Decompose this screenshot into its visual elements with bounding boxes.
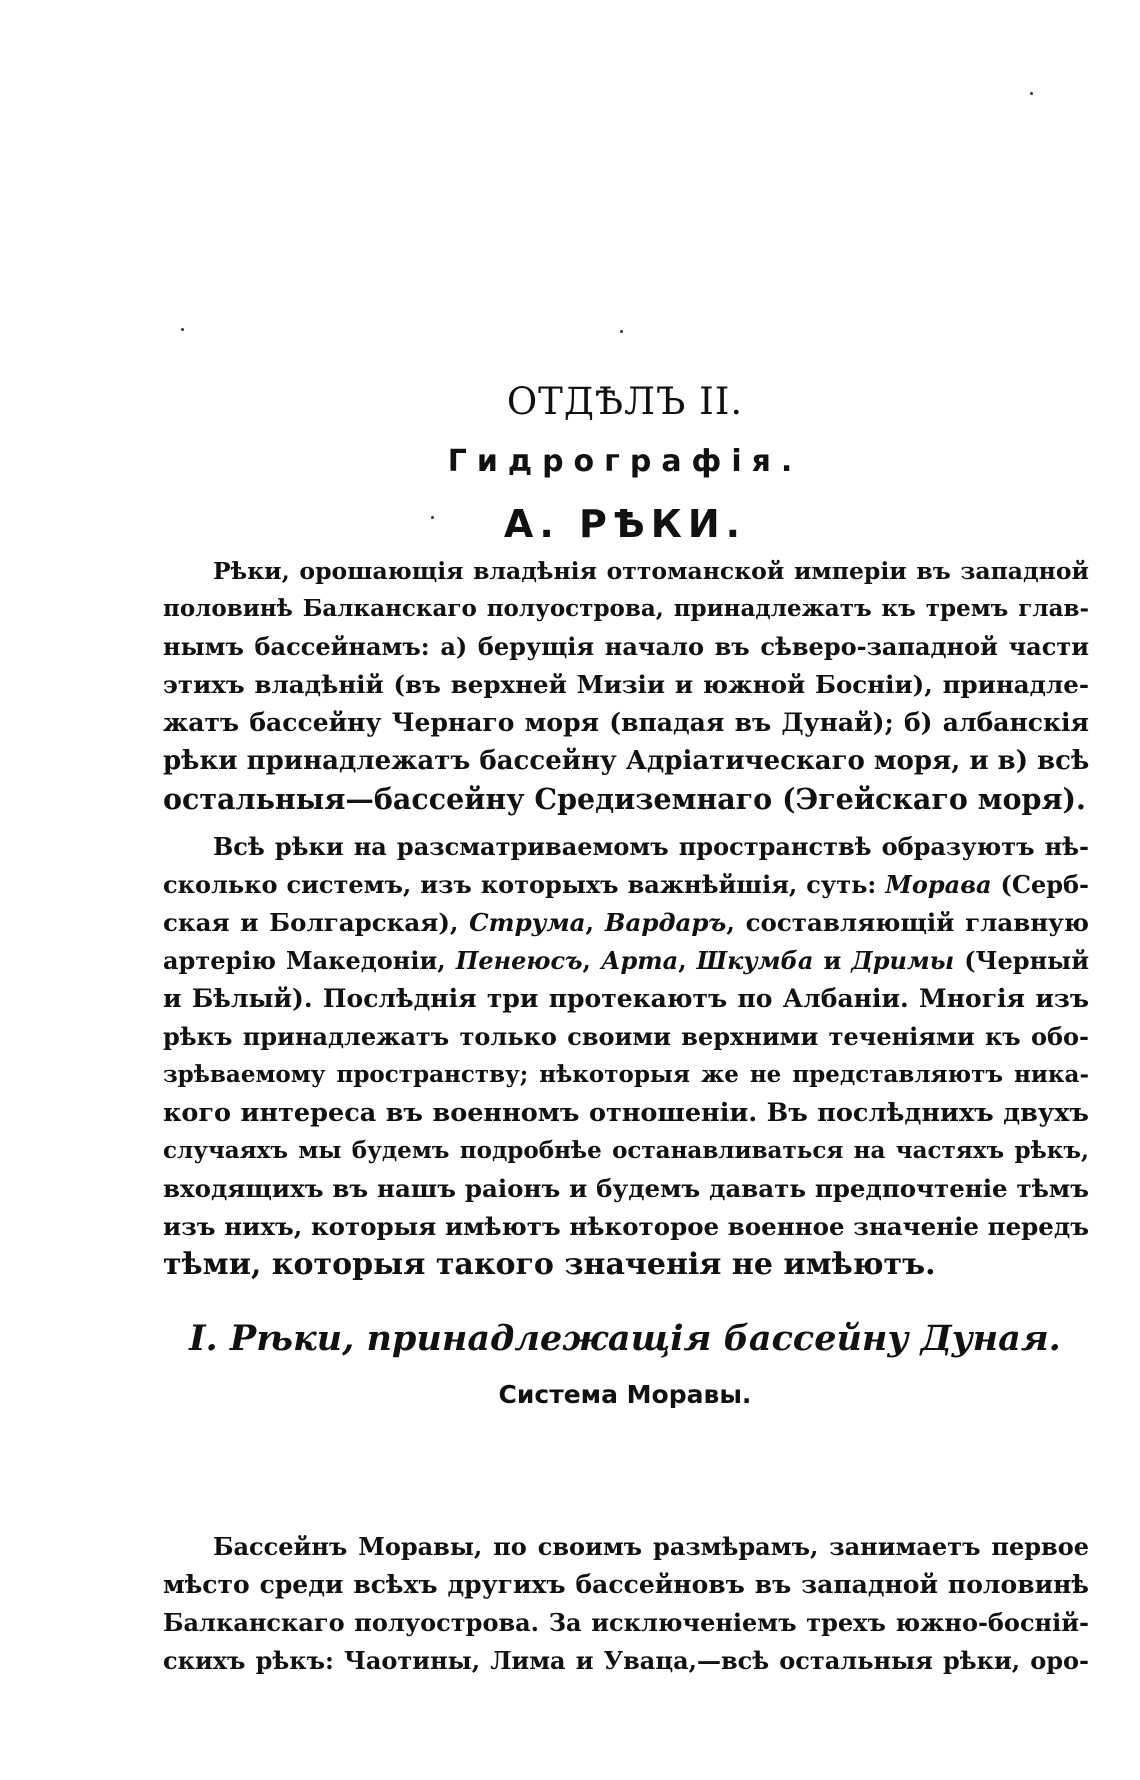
text-line: жатъ бассейну Чернаго моря (впадая въ Дунай); б) албанскія: [163, 708, 1089, 737]
text-run: , составляющій главную: [726, 908, 1089, 937]
text-line: [163, 942, 1089, 980]
text-line: половинѣ Балканскаго полуострова, принадлежатъ къ тремъ глав-: [163, 595, 1089, 622]
text-line: [163, 866, 1089, 904]
river-name: Дримы: [851, 946, 955, 975]
text-line: скихъ рѣкъ: Чаотины, Лима и Уваца,—всѣ остальныя рѣки, оро-: [163, 1646, 1089, 1675]
text-run: ,: [582, 946, 601, 975]
subsection-title: I. Рѣки, принадлежащія бассейну Дуная.: [189, 1318, 1061, 1359]
text-line: случаяхъ мы будемъ подробнѣе останавливаться на частяхъ рѣкъ,: [163, 1137, 1089, 1164]
text-run: ,: [678, 946, 697, 975]
page-title: Гидрографія.: [447, 444, 803, 479]
section-subtitle: А. РѢКИ.: [503, 502, 747, 546]
text-line: мѣсто среди всѣхъ другихъ бассейновъ въ западной половинѣ: [163, 1570, 1089, 1599]
text-line: входящихъ въ нашъ раіонъ и будемъ давать предпочтеніе тѣмъ: [163, 1174, 1089, 1203]
text-line: Всѣ рѣки на разсматриваемомъ пространствѣ образуютъ нѣ-: [213, 832, 1089, 861]
text-line: рѣкъ принадлежатъ только своими верхними теченіями къ обо-: [163, 1022, 1089, 1051]
text-line: остальныя—бассейну Средиземнаго (Эгейскаго моря).: [163, 782, 1086, 816]
river-name: Пенеюсъ: [455, 946, 583, 975]
text-line: зрѣваемому пространству; нѣкоторыя же не представляютъ ника-: [163, 1061, 1089, 1088]
river-name: Вардаръ: [604, 908, 727, 937]
text-run: сколько системъ, изъ которыхъ важнѣйшія, суть:: [163, 870, 886, 899]
river-name: Шкумба: [696, 946, 814, 975]
text-line: [163, 904, 1089, 942]
text-line: рѣки принадлежатъ бассейну Адріатическаго моря, и в) всѣ: [163, 746, 1090, 776]
text-line: этихъ владѣній (въ верхней Мизіи и южной Босніи), принадле-: [163, 670, 1089, 699]
section-label: ОТДѢЛЪ II.: [506, 380, 744, 423]
scan-speck: [181, 328, 184, 331]
text-run: артерію Македоніи,: [163, 946, 456, 975]
river-name: Морава: [885, 870, 992, 899]
text-line: Бассейнъ Моравы, по своимъ размѣрамъ, занимаетъ первое: [213, 1532, 1089, 1561]
scan-speck: [620, 330, 623, 333]
text-run: ,: [585, 908, 605, 937]
text-line: тѣми, которыя такого значенія не имѣютъ.: [163, 1247, 936, 1282]
text-run: и: [813, 946, 852, 975]
text-line: изъ нихъ, которыя имѣютъ нѣкоторое военное значеніе передъ: [163, 1212, 1089, 1241]
text-line: кого интереса въ военномъ отношеніи. Въ послѣднихъ двухъ: [163, 1098, 1089, 1128]
river-name: Арта: [600, 946, 679, 975]
paragraph-intro: [163, 552, 1089, 818]
text-line: Балканскаго полуострова. За исключеніемъ трехъ южно-боснiй-: [163, 1608, 1089, 1637]
text-line: нымъ бассейнамъ: а) берущія начало въ сѣверо-западной части: [163, 632, 1089, 661]
text-line: и Бѣлый). Послѣднія три протекаютъ по Албаніи. Многія изъ: [163, 984, 1089, 1013]
scan-speck: [1030, 92, 1033, 95]
subsection-subtitle: Система Моравы.: [498, 1380, 752, 1409]
text-run: (Черный: [954, 946, 1089, 975]
paragraph-systems: [163, 828, 1089, 1284]
river-name: Струма: [469, 908, 586, 937]
text-run: (Серб-: [991, 870, 1089, 899]
text-run: ская и Болгарская),: [163, 908, 470, 937]
paragraph-morava: [163, 1528, 1089, 1680]
text-line: Рѣки, орошающія владѣнія оттоманской имперіи въ западной: [213, 557, 1089, 585]
